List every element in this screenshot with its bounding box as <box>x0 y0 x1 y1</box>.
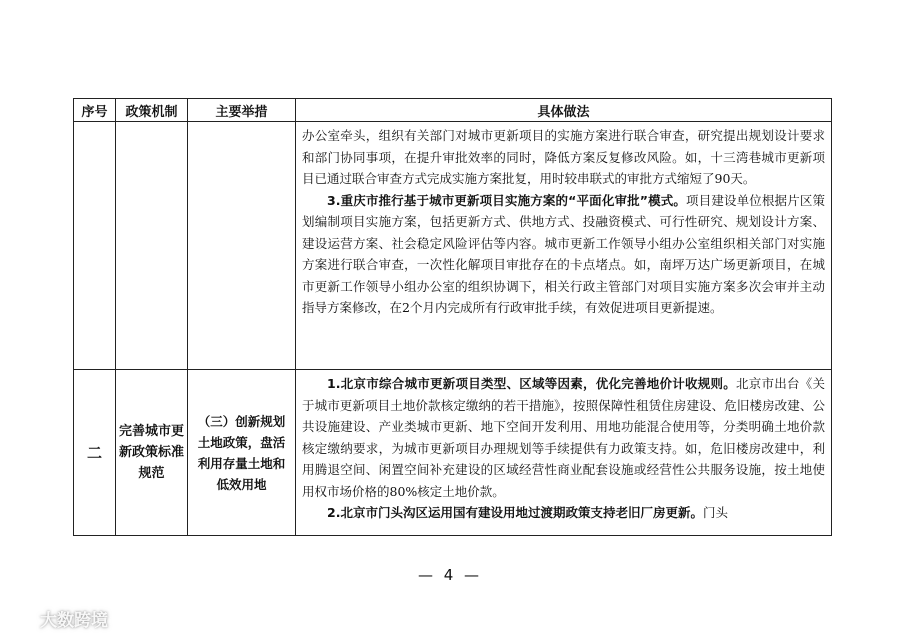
wechat-bubble-icon <box>6 608 36 630</box>
header-policy: 政策机制 <box>116 99 188 122</box>
header-seq: 序号 <box>74 99 116 122</box>
paragraph-text: 北京市出台《关于城市更新项目土地价款核定缴纳的若干措施》，按照保障性租赁住房建设、危旧楼房改建、公共设施建设、产业类城市更新、地下空间开发利用、用地功能混合使用等，分类明确土地价款核定缴纳要求，为城市更新项目办理规划等手续提供有力政策支持。如，危旧楼房改建中，利用腾退空间、闲置空间补充建设的区域经营性商业配套设施或经营性公共服务设施，按土地使用权市场价格的80%核定土地价款。 <box>302 376 825 499</box>
table-row <box>74 122 832 370</box>
detail-paragraph <box>302 373 825 502</box>
policy-table-container <box>73 98 831 528</box>
page-number: — 4 — <box>417 566 483 584</box>
policy-table <box>73 98 832 536</box>
detail-paragraph <box>302 190 825 319</box>
paragraph-lead: 1.北京市综合城市更新项目类型、区域等因素，优化完善地价计收规则。 <box>327 376 736 391</box>
header-measure: 主要举措 <box>188 99 296 122</box>
paragraph-text: 办公室牵头，组织有关部门对城市更新项目的实施方案进行联合审查，研究提出规划设计要求和部门协同事项，在提升审批效率的同时，降低方案反复修改风险。如，十三湾巷城市更新项目已通过联合审查方式完成实施方案批复，用时较串联式的审批方式缩短了90天。 <box>302 128 825 186</box>
header-detail: 具体做法 <box>296 99 832 122</box>
row-policy: 完善城市更新政策标准规范 <box>116 370 188 536</box>
paragraph-text: 项目建设单位根据片区策划编制项目实施方案，包括更新方式、供地方式、投融资模式、可行性研究、规划设计方案、建设运营方案、社会稳定风险评估等内容。城市更新工作领导小组办公室组织相关部门对实施方案进行联合审查，一次性化解项目审批存在的卡点堵点。如，南坪万达广场更新项目，在城市更新工作领导小组办公室的组织协调下，相关行政主管部门对项目实施方案多次会审并主动指导方案修改，在2个月内完成所有行政审批手续，有效促进项目更新提速。 <box>302 192 825 315</box>
row-measure <box>188 122 296 370</box>
table-row <box>74 370 832 536</box>
table-header-row <box>74 99 832 122</box>
watermark-text: 大数跨境 <box>40 611 108 631</box>
detail-paragraph <box>302 125 825 190</box>
row-policy <box>116 122 188 370</box>
paragraph-text: 门头 <box>702 505 728 520</box>
watermark <box>6 606 108 631</box>
paragraph-lead: 3.重庆市推行基于城市更新项目实施方案的“平面化审批”模式。 <box>327 192 687 208</box>
row-detail <box>296 370 832 536</box>
detail-paragraph <box>302 502 825 524</box>
row-detail <box>296 122 832 370</box>
paragraph-lead: 2.北京市门头沟区运用国有建设用地过渡期政策支持老旧厂房更新。 <box>327 505 703 520</box>
row-measure: （三）创新规划土地政策，盘活利用存量土地和低效用地 <box>188 370 296 536</box>
row-number: 二 <box>74 370 116 536</box>
row-number <box>74 122 116 370</box>
